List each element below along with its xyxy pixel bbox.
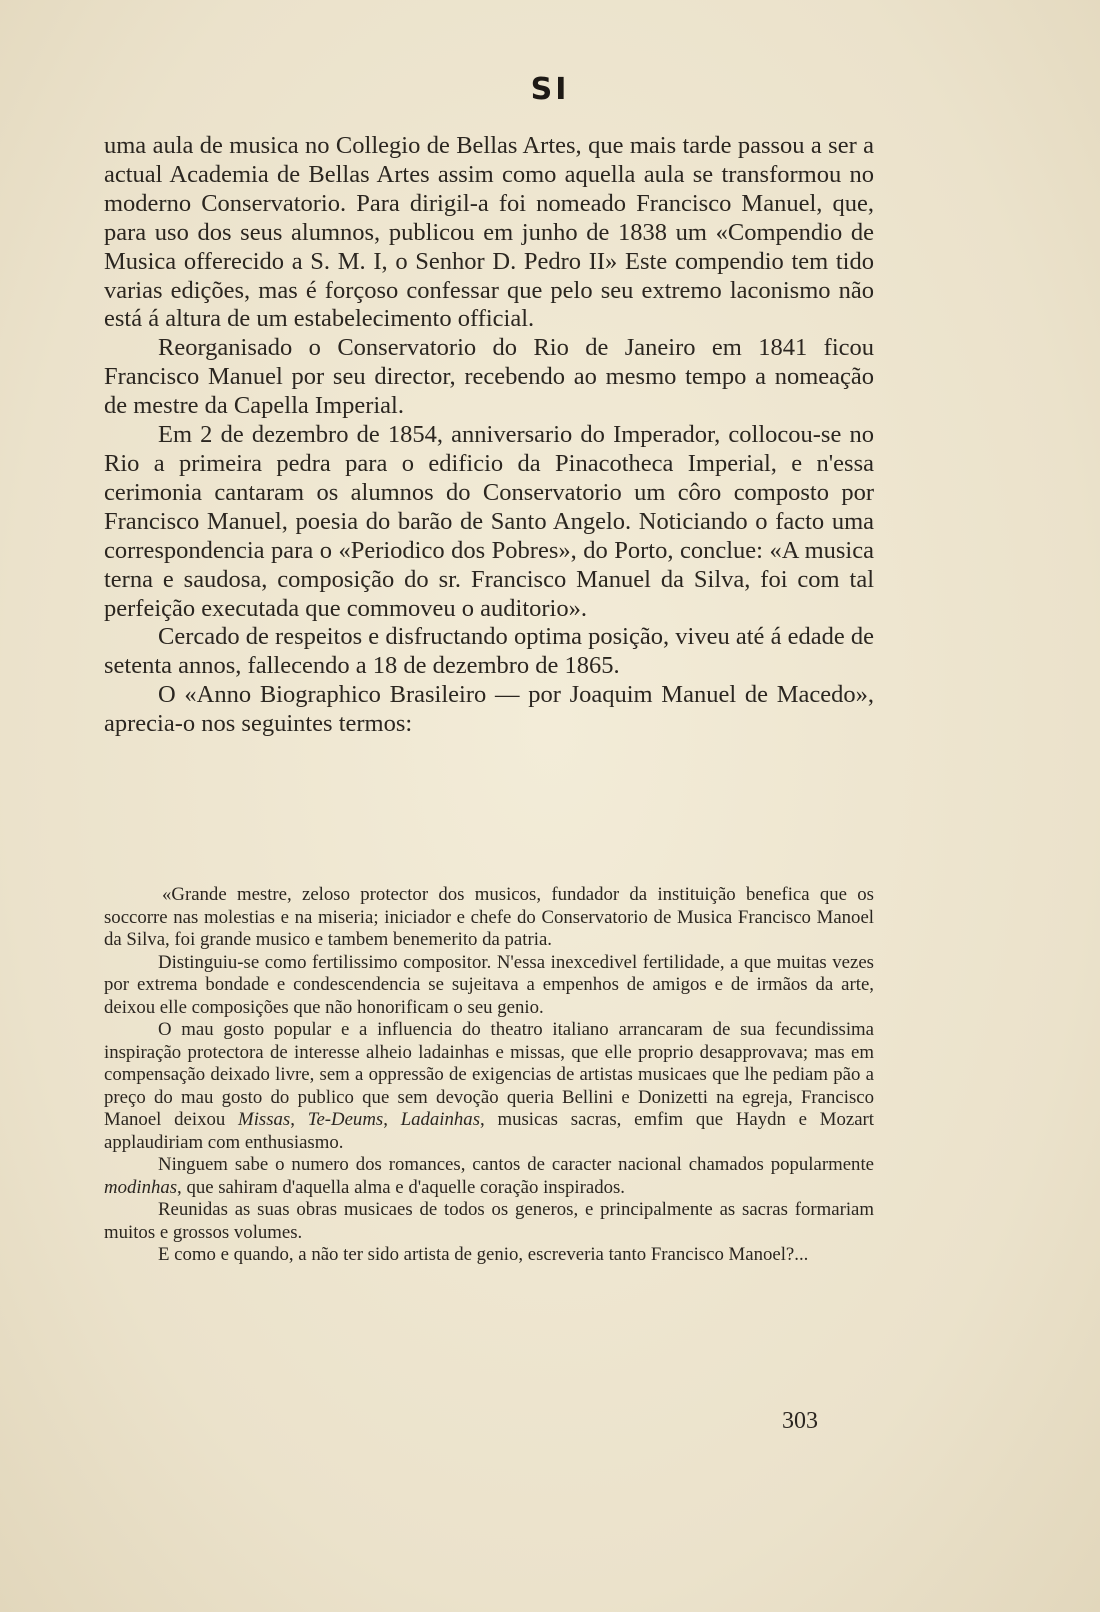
italic-term-modinhas: modinhas — [104, 1176, 178, 1198]
quote-text: , musicas sacras, emfim que Haydn e Mozart applaudiriam com enthusiasmo. — [104, 1109, 875, 1153]
separator: , — [383, 1109, 401, 1130]
quote-paragraph-4 — [104, 1154, 874, 1199]
paragraph-3: Em 2 de dezembro de 1854, anniversario do Imperador, collocou-se no Rio a primeira pedra para o edificio da Pinacotheca Imperial, e n'essa cerimonia cantaram os alumnos do Conservatorio um côro composto por Francisco Manuel, poesia do barão de Santo Angelo. Noticiando o facto uma correspondencia para o «Periodico dos Pobres», do Porto, conclue: «A musica terna e saudosa, composição do sr. Francisco Manuel da Silva, foi com tal perfeição executada que commoveu o auditorio». — [104, 421, 874, 622]
quotation — [104, 884, 874, 1267]
running-header: SI — [530, 72, 570, 107]
paragraph-2: Reorganisado o Conservatorio do Rio de Janeiro em 1841 ficou Francisco Manuel por seu director, recebendo ao mesmo tempo a nomeação de mestre da Capella Imperial. — [104, 334, 874, 420]
separator: , — [290, 1109, 308, 1130]
quote-paragraph-1: «Grande mestre, zeloso protector dos musicos, fundador da instituição benefica que os soccorre nas molestias e na miseria; iniciador e chefe do Conservatorio de Musica Francisco Manoel da Silva, foi grande musico e tambem benemerito da patria. — [104, 884, 874, 950]
quote-paragraph-5: Reunidas as suas obras musicaes de todos os generos, e principalmente as sacras formariam muitos e grossos volumes. — [104, 1199, 874, 1243]
quote-paragraph-6: E como e quando, a não ter sido artista de genio, escreveria tanto Francisco Manoel?... — [158, 1244, 809, 1265]
paragraph-1: uma aula de musica no Collegio de Bellas Artes, que mais tarde passou a ser a actual Academia de Bellas Artes assim como aquella aula se transformou no moderno Conservatorio. Para dirigil-a foi nomeado Francisco Manuel, que, para uso dos seus alumnos, publicou em junho de 1838 um «Compendio de Musica offerecido a S. M. I, o Senhor D. Pedro II» Este compendio tem tido varias edições, mas é forçoso confessar que pelo seu extremo laconismo não está á altura de um estabelecimento official. — [104, 132, 874, 333]
italic-term-tedeums: Te-Deums — [307, 1109, 384, 1130]
quote-paragraph-2: Distinguiu-se como fertilissimo compositor. N'essa inexcedivel fertilidade, a que muitas vezes por extrema bondade e condescendencia se sujeitava a empenhos de amigos e de irmãos da arte, deixou elle composições que não honorificam o seu genio. — [104, 951, 874, 1018]
paragraph-5: O «Anno Biographico Brasileiro — por Joaquim Manuel de Macedo», aprecia-o nos seguintes termos: — [104, 681, 874, 738]
quote-text: O mau gosto popular e a influencia do theatro italiano arrancaram de sua fecundissima inspiração protectora de interesse alheio ladainhas e missas, que elle proprio desapprovava; mas em compensação deixado livre, sem a oppressão de exigencias de artistas musicaes que lhe pediam pão a preço do mau gosto do publico que sem devoção queria Bellini e Donizetti na egreja, Francisco Manoel deixou — [104, 1019, 874, 1130]
quote-text: Ninguem sabe o numero dos romances, cantos de caracter nacional chamados popularmente — [158, 1154, 874, 1175]
quote-paragraph-3 — [104, 1019, 874, 1154]
page-number: 303 — [782, 1408, 818, 1434]
quote-text: , que sahiram d'aquella alma e d'aquelle coração inspirados. — [177, 1176, 625, 1198]
body-text — [104, 132, 874, 739]
italic-term-missas: Missas — [238, 1109, 291, 1130]
paragraph-4: Cercado de respeitos e disfructando optima posição, viveu até á edade de setenta annos, fallecendo a 18 de dezembro de 1865. — [104, 623, 874, 680]
italic-term-ladainhas: Ladainhas — [400, 1109, 481, 1130]
